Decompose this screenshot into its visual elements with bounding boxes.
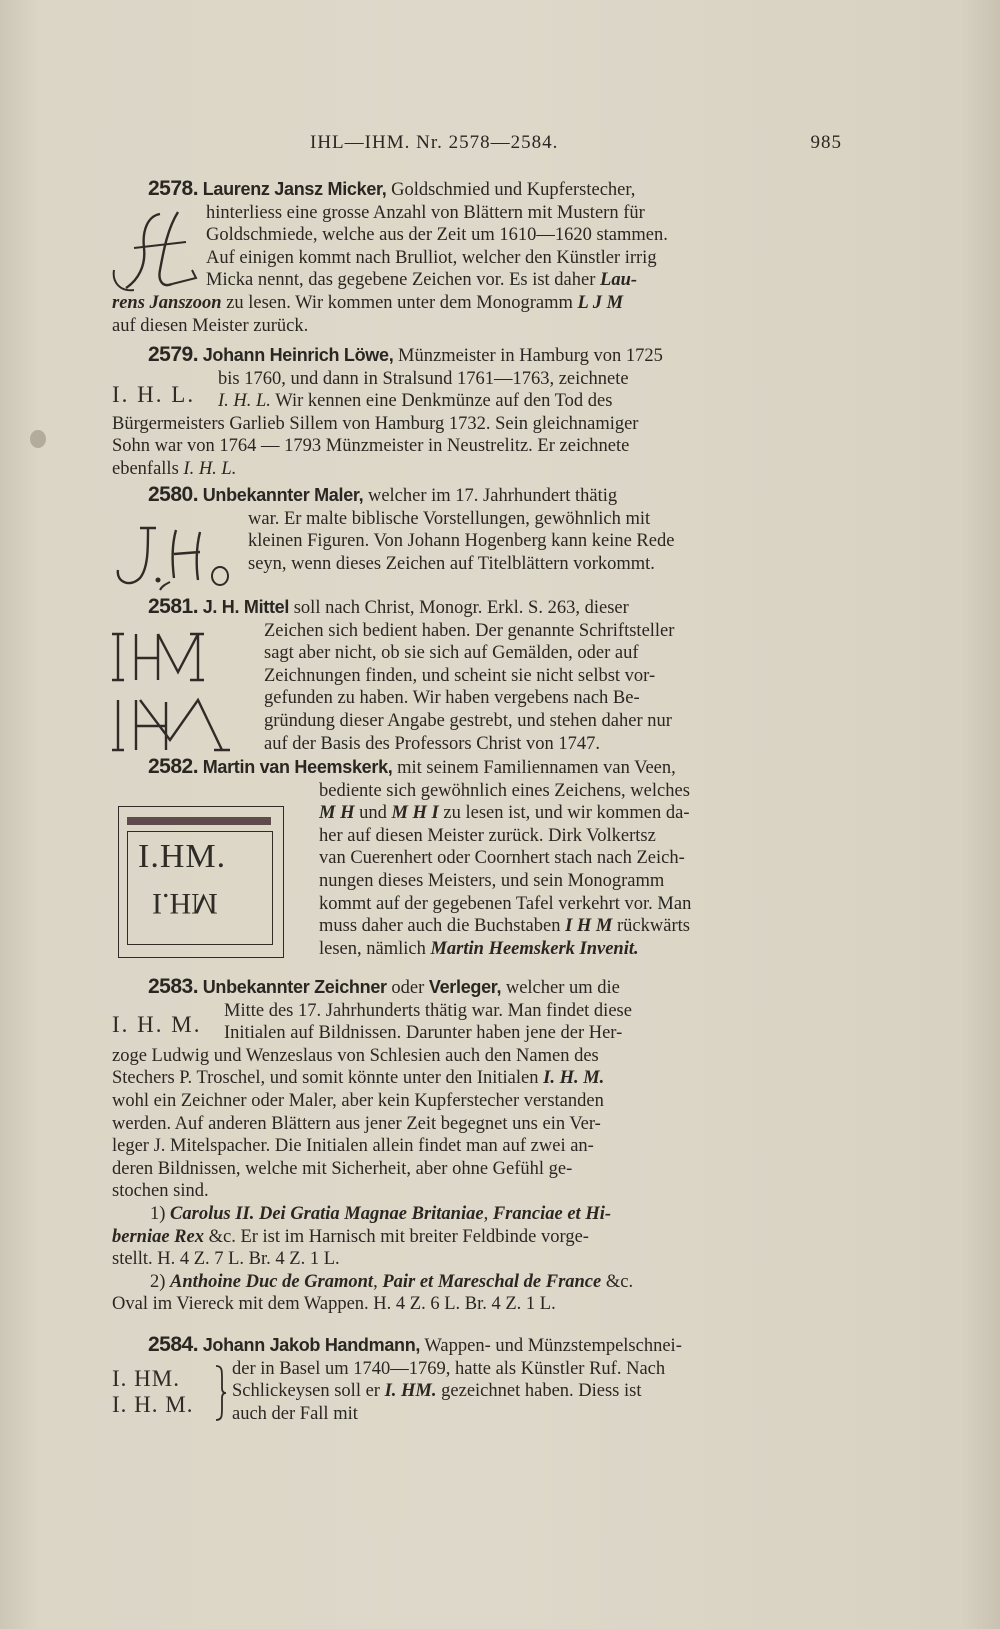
monogram-ihm-upright: I.HM. bbox=[138, 838, 227, 875]
monogram-ihm-2583: I. H. M. bbox=[112, 1012, 202, 1037]
entry-2580: 2580. Unbekannter Maler, welcher im 17. Jahrhundert thätig war. Er malte biblische Vorstellungen, gewöhnlich mit kleinen Figuren. Von Johann Hogenberg kann keine Rede seyn, wenn dieses Zeichen auf Titelblättern vorkommt. bbox=[148, 483, 675, 574]
entry-name: Johann Jakob Handmann, bbox=[202, 1335, 421, 1355]
entry-number: 2584. bbox=[148, 1333, 199, 1356]
entry-2584: 2584. Johann Jakob Handmann, Wappen- und Münzstempelschnei- der in Basel um 1740—1769, hatte als Künstler Ruf. Nach Schlickeysen soll er I. HM. gezeichnet haben. Diess ist auch der Fall mit bbox=[148, 1333, 682, 1424]
entry-name: Unbekannter Zeichner bbox=[202, 977, 387, 997]
monogram-ihm-2584-b: I. H. M. bbox=[112, 1392, 194, 1417]
entry-number: 2579. bbox=[148, 343, 199, 366]
entry-2582: 2582. Martin van Heemskerk, mit seinem Familiennamen van Veen, bediente sich gewöhnlich eines Zeichens, welches M H und M H I zu lesen ist, und wir kommen da- her auf diesen Meister zurück. Dirk Volkertsz van Cuerenhert oder Coornhert stach nach Zeich- nungen dieses Meisters, und sein Monogramm kommt auf der gegebenen Tafel verkehrt vor. Man muss daher auch die Buchstaben I H M rückwärts lesen, nämlich Martin Heemskerk Invenit. bbox=[148, 755, 692, 959]
list-item: 2) Anthoine Duc de Gramont, Pair et Mareschal de France &c. bbox=[150, 1271, 634, 1292]
entry-number: 2581. bbox=[148, 595, 199, 618]
entry-2583: 2583. Unbekannter Zeichner oder Verleger, welcher um die Mitte des 17. Jahrhunderts thätig war. Man findet diese Initialen auf Bildnissen. Darunter haben jene der Her- zoge Ludwig und Wenzeslaus von Schlesien auch den Namen des Stechers P. Troschel, und somit könnte unter den Initialen I. H. M. wohl ein Zeichner oder Maler, aber kein Kupferstecher verstanden werden. Auf anderen Blättern aus jener Zeit begegnet uns ein Ver- leger J. Mitelspacher. Die Initialen allein findet man auf zwei an- deren Bildnissen, welche mit Sicherheit, aber ohne Gefühl ge- stochen sind. 1) Carolus II. Dei Gratia Magnae Britaniae, Franciae et Hi- berniae Rex &c. Er ist im Harnisch mit breiter Feldbinde vorge- stellt. H. 4 Z. 7 L. Br. 4 Z. 1 L. 2) Anthoine Duc de Gramont, Pair et Mareschal de France &c. Oval im Viereck mit dem Wappen. H. 4 Z. 6 L. Br. 4 Z. 1 L. bbox=[112, 976, 832, 1316]
header-range: IHL—IHM. Nr. 2578—2584. bbox=[310, 132, 559, 153]
list-item: 1) Carolus II. Dei Gratia Magnae Britaniae, Franciae et Hi- bbox=[150, 1203, 612, 1224]
ink-blot bbox=[30, 430, 46, 448]
page-number: 985 bbox=[810, 132, 842, 153]
entry-2579: 2579. Johann Heinrich Löwe, Münzmeister in Hamburg von 1725 bis 1760, und dann in Stralsund 1761—1763, zeichnete I. H. L. Wir kennen eine Denkmünze auf den Tod des Bürgermeisters Garlieb Sillem von Hamburg 1732. Sein gleichnamiger Sohn war von 1764 — 1793 Münzmeister in Neustrelitz. Er zeichnete ebenfalls I. H. L. bbox=[112, 343, 663, 479]
monogram-ihl: I. H. L. bbox=[112, 382, 196, 407]
entry-name: J. H. Mittel bbox=[202, 597, 290, 617]
entry-number: 2578. bbox=[148, 177, 199, 200]
entry-number: 2580. bbox=[148, 483, 199, 506]
entry-number: 2583. bbox=[148, 975, 199, 998]
entry-number: 2582. bbox=[148, 755, 199, 778]
entry-name: Johann Heinrich Löwe, bbox=[202, 345, 394, 365]
entry-name: Martin van Heemskerk, bbox=[202, 757, 393, 777]
entry-2578: 2578. Laurenz Jansz Micker, Goldschmied und Kupferstecher, hinterliess eine grosse Anzahl von Blättern mit Mustern für Goldschmiede, welche aus der Zeit um 1610—1620 stammen. Auf einigen kommt nach Brulliot, welcher den Künstler irrig Micka nennt, das gegebene Zeichen vor. Es ist daher Lau- rens Janszoon zu lesen. Wir kommen unter dem Monogramm L J M auf diesen Meister zurück. bbox=[112, 177, 668, 336]
monogram-ihm-reversed: I.HM bbox=[152, 887, 218, 920]
monogram-ihm-2584-a: I. HM. bbox=[112, 1366, 180, 1391]
entry-2581: 2581. J. H. Mittel soll nach Christ, Monogr. Erkl. S. 263, dieser Zeichen sich bedient haben. Der genannte Schriftsteller sagt aber nicht, ob sie sich auf Gemälden, oder auf Zeichnungen finden, und scheint sie nicht selbst vor- gefunden zu haben. Wir haben vergebens nach Be- gründung dieser Angabe gestrebt, und stehen daher nur auf der Basis des Professors Christ von 1747. bbox=[148, 595, 675, 754]
entry-name: Unbekannter Maler, bbox=[202, 485, 364, 505]
entry-name: Laurenz Jansz Micker, bbox=[202, 179, 387, 199]
